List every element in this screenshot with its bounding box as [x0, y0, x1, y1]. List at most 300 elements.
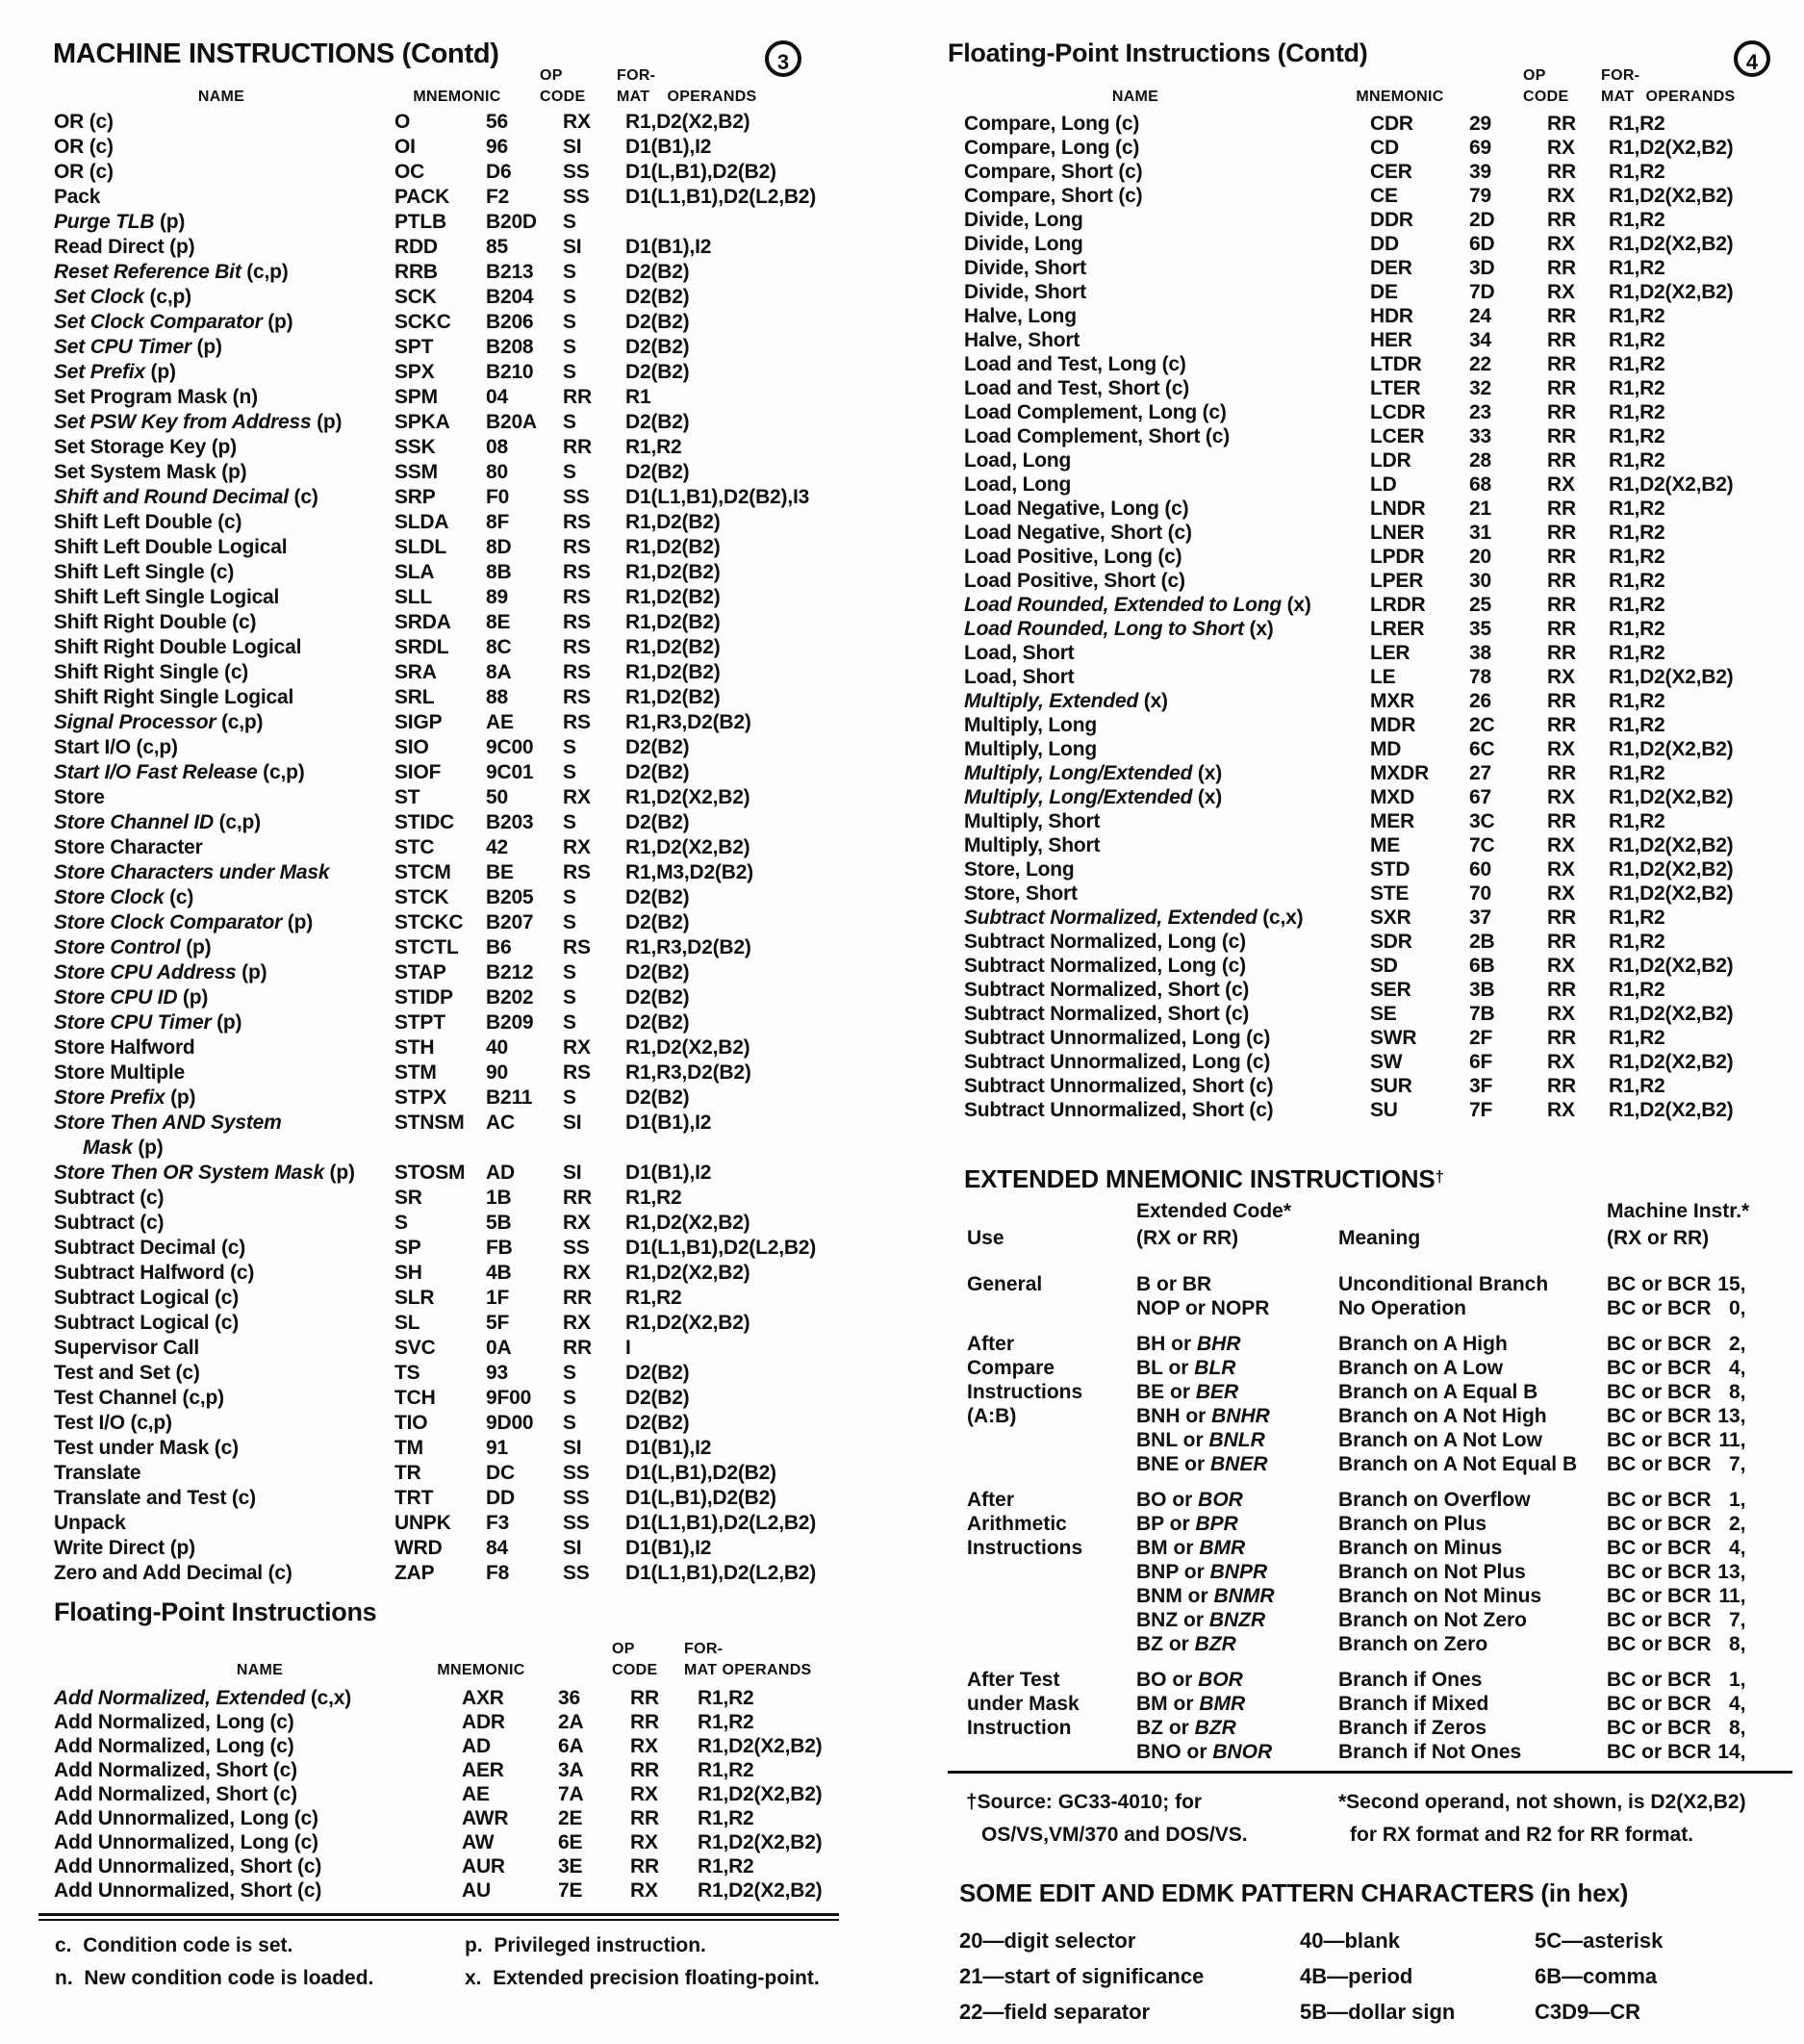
instruction-name: Multiply, Long	[964, 714, 1097, 736]
instruction-name: Halve, Long	[964, 305, 1077, 327]
instruction-row	[54, 1758, 837, 1782]
machine-instructions-table	[54, 110, 837, 1586]
instruction-format: SS	[563, 1462, 590, 1484]
instruction-mnemonic: HER	[1370, 329, 1412, 351]
instruction-format: S	[563, 261, 576, 283]
instruction-opcode: FB	[486, 1237, 513, 1259]
instruction-opcode: 5F	[486, 1312, 510, 1334]
instruction-format: RX	[1547, 137, 1575, 159]
instruction-row	[964, 785, 1778, 809]
ext-code: BM or BMR	[1136, 1693, 1246, 1715]
instruction-operands: R1,R2	[1609, 642, 1665, 664]
ext-meaning: Branch on A Low	[1338, 1357, 1504, 1379]
floating-point-contd-table	[964, 112, 1778, 1122]
instruction-name: Divide, Short	[964, 257, 1086, 279]
instruction-opcode: AE	[486, 711, 514, 733]
instruction-name: Subtract Halfword (c)	[54, 1262, 255, 1284]
instruction-opcode: B213	[486, 261, 534, 283]
instruction-row	[54, 735, 837, 760]
instruction-opcode: 60	[1469, 858, 1491, 881]
fp-col-header-mnemonic: MNEMONIC	[437, 1662, 525, 1678]
instruction-format: S	[563, 761, 576, 783]
instruction-mnemonic: WRD	[394, 1537, 443, 1559]
col-header-operands: OPERANDS	[667, 89, 757, 105]
instruction-row	[54, 1010, 837, 1035]
instruction-opcode: 8B	[486, 561, 512, 583]
instruction-name: Subtract (c)	[54, 1187, 165, 1209]
instruction-name: Shift Left Single (c)	[54, 561, 235, 583]
instruction-operands: D2(B2)	[625, 336, 690, 358]
instruction-format: RR	[630, 1855, 659, 1878]
instruction-row	[54, 610, 837, 635]
instruction-row	[54, 360, 837, 385]
ext-header-code-a: Extended Code*	[1136, 1200, 1292, 1222]
instruction-format: RS	[563, 536, 591, 558]
instruction-mnemonic: MDR	[1370, 714, 1416, 736]
footnote-p-text: Privileged instruction.	[494, 1934, 706, 1956]
instruction-row	[54, 460, 837, 485]
instruction-format: RR	[1547, 762, 1576, 784]
extended-mnemonic-row	[1136, 1296, 1794, 1320]
instruction-format: RX	[1547, 834, 1575, 856]
instruction-mnemonic: STM	[394, 1061, 437, 1084]
instruction-operands: D2(B2)	[625, 911, 690, 933]
instruction-mnemonic: SXR	[1370, 907, 1411, 929]
instruction-opcode: 2E	[558, 1807, 583, 1829]
instruction-name: Store Then AND System Mask (p)	[54, 1111, 282, 1159]
instruction-mnemonic: MXDR	[1370, 762, 1430, 784]
instruction-operands: R1,D2(X2,B2)	[1609, 738, 1734, 760]
instruction-name: Start I/O Fast Release (c,p)	[54, 761, 305, 783]
instruction-operands: D2(B2)	[625, 811, 690, 833]
instruction-name: Add Normalized, Long (c)	[54, 1711, 294, 1733]
instruction-operands: D1(L,B1),D2(B2)	[625, 161, 776, 183]
instruction-row	[54, 1111, 837, 1161]
edit-pattern-item: 22—field separator	[959, 2000, 1151, 2024]
instruction-name: Store Halfword	[54, 1036, 195, 1059]
instruction-row	[54, 910, 837, 935]
fp-col-header-name: NAME	[236, 1662, 284, 1678]
instruction-format: SS	[563, 1562, 590, 1584]
instruction-operands: D2(B2)	[625, 1011, 690, 1034]
instruction-mnemonic: UNPK	[394, 1512, 451, 1534]
page-number-badge-4: 4	[1734, 40, 1770, 77]
instruction-operands: R1,D2(B2)	[625, 561, 721, 583]
instruction-mnemonic: LNER	[1370, 522, 1425, 544]
ext-use-label: After Arithmetic Instructions	[967, 1489, 1083, 1559]
instruction-name: Start I/O (c,p)	[54, 736, 178, 758]
instruction-format: S	[563, 886, 576, 908]
instruction-format: RR	[1547, 907, 1576, 929]
extended-mnemonic-row	[1136, 1560, 1794, 1584]
instruction-row	[54, 135, 837, 160]
instruction-mnemonic: TS	[394, 1362, 420, 1384]
instruction-name: Load Positive, Long (c)	[964, 546, 1182, 568]
ext-use-label: General	[967, 1273, 1043, 1295]
instruction-name: Translate and Test (c)	[54, 1487, 256, 1509]
ext-machine-instr: BC or BCR 13,	[1607, 1561, 1746, 1583]
ext-machine-instr: BC or BCR 15,	[1607, 1273, 1746, 1295]
instruction-row	[54, 435, 837, 460]
instruction-format: S	[563, 411, 576, 433]
instruction-opcode: 28	[1469, 449, 1491, 472]
instruction-operands: R1,D2(X2,B2)	[1609, 858, 1734, 881]
instruction-format: RX	[630, 1783, 658, 1805]
instruction-format: RR	[563, 1187, 592, 1209]
instruction-format: RR	[1547, 979, 1576, 1001]
instruction-format: RS	[563, 686, 591, 708]
instruction-operands: R1,R3,D2(B2)	[625, 936, 751, 958]
instruction-name: Subtract Logical (c)	[54, 1287, 240, 1309]
instruction-mnemonic: STD	[1370, 858, 1410, 881]
instruction-row	[54, 985, 837, 1010]
instruction-operands: D2(B2)	[625, 311, 690, 333]
ext-code: BM or BMR	[1136, 1537, 1246, 1559]
instruction-opcode: 9F00	[486, 1387, 532, 1409]
ext-code: BL or BLR	[1136, 1357, 1236, 1379]
instruction-format: S	[563, 961, 576, 984]
instruction-operands: R1,D2(B2)	[625, 611, 721, 633]
instruction-format: RX	[1547, 1099, 1575, 1121]
instruction-row	[54, 1878, 837, 1903]
instruction-format: SI	[563, 1437, 582, 1459]
instruction-operands: R1,R2	[1609, 907, 1665, 929]
instruction-mnemonic: STCK	[394, 886, 449, 908]
instruction-format: RR	[1547, 161, 1576, 183]
instruction-name: Shift Left Single Logical	[54, 586, 280, 608]
instruction-opcode: BE	[486, 861, 514, 883]
ext-meaning: Branch on Not Zero	[1338, 1609, 1528, 1631]
instruction-opcode: 21	[1469, 498, 1491, 520]
instruction-operands: D1(L1,B1),D2(L2,B2)	[625, 1562, 817, 1584]
instruction-operands: D2(B2)	[625, 1362, 690, 1384]
instruction-opcode: DC	[486, 1462, 515, 1484]
instruction-name: Store Character	[54, 836, 203, 858]
instruction-opcode: 31	[1469, 522, 1491, 544]
instruction-row	[54, 285, 837, 310]
instruction-mnemonic: DDR	[1370, 209, 1413, 231]
instruction-row	[964, 448, 1778, 473]
instruction-mnemonic: LCER	[1370, 425, 1425, 447]
ext-use-label: After Test under Mask Instruction	[967, 1669, 1080, 1739]
instruction-opcode: 24	[1469, 305, 1491, 327]
page-number-badge-3: 3	[765, 40, 801, 77]
instruction-mnemonic: TCH	[394, 1387, 436, 1409]
instruction-operands: R1,D2(X2,B2)	[698, 1735, 823, 1757]
instruction-operands: R1,R2	[1609, 594, 1665, 616]
extended-mnemonic-row	[1136, 1668, 1794, 1692]
instruction-name: Set Program Mask (n)	[54, 386, 258, 408]
ext-code: BP or BPR	[1136, 1513, 1238, 1535]
instruction-name: Store Channel ID (c,p)	[54, 811, 261, 833]
instruction-mnemonic: SCKC	[394, 311, 451, 333]
instruction-mnemonic: SPKA	[394, 411, 450, 433]
instruction-opcode: 29	[1469, 113, 1491, 135]
instruction-name: Set Clock (c,p)	[54, 286, 191, 308]
instruction-row	[54, 1361, 837, 1386]
instruction-opcode: 2A	[558, 1711, 584, 1733]
instruction-mnemonic: OC	[394, 161, 425, 183]
instruction-name: Purge TLB (p)	[54, 211, 186, 233]
instruction-name: Load Negative, Short (c)	[964, 522, 1192, 544]
instruction-row	[964, 665, 1778, 689]
right-footnote-rule	[948, 1771, 1792, 1774]
instruction-format: S	[563, 811, 576, 833]
extended-mnemonic-group	[967, 1488, 1794, 1656]
instruction-format: SS	[563, 1512, 590, 1534]
ext-code: BO or BOR	[1136, 1489, 1243, 1511]
instruction-mnemonic: RRB	[394, 261, 438, 283]
ext-meaning: Branch on A Not Low	[1338, 1429, 1542, 1451]
footnote-c	[55, 1929, 292, 1962]
footnote-n	[55, 1962, 373, 1995]
instruction-name: Subtract Normalized, Long (c)	[964, 955, 1246, 977]
instruction-format: RR	[563, 386, 592, 408]
instruction-format: SS	[563, 186, 590, 208]
instruction-format: S	[563, 361, 576, 383]
instruction-operands: R1,R2	[1609, 1027, 1665, 1049]
instruction-name: Shift Left Double Logical	[54, 536, 288, 558]
instruction-name: Set Clock Comparator (p)	[54, 311, 293, 333]
instruction-mnemonic: SSM	[394, 461, 438, 483]
instruction-mnemonic: STPT	[394, 1011, 445, 1034]
instruction-row	[964, 184, 1778, 208]
instruction-opcode: 80	[486, 461, 508, 483]
ext-code: BZ or BZR	[1136, 1633, 1236, 1655]
instruction-name: Subtract Unnormalized, Long (c)	[964, 1051, 1271, 1073]
instruction-row	[54, 810, 837, 835]
instruction-name: Multiply, Long/Extended (x)	[964, 762, 1222, 784]
instruction-mnemonic: SRL	[394, 686, 435, 708]
r-col-header-op: OP	[1523, 67, 1546, 84]
instruction-mnemonic: DD	[1370, 233, 1399, 255]
instruction-row	[54, 1854, 837, 1878]
instruction-row	[54, 1236, 837, 1261]
instruction-opcode: 36	[558, 1687, 580, 1709]
instruction-row	[964, 424, 1778, 448]
footnote-source	[966, 1786, 1248, 1852]
ext-meaning: No Operation	[1338, 1297, 1467, 1319]
instruction-operands: D1(B1),I2	[625, 1537, 712, 1559]
instruction-format: RR	[1547, 522, 1576, 544]
footnote-n-key: n.	[55, 1967, 73, 1989]
instruction-row	[54, 1211, 837, 1236]
instruction-operands: D1(B1),I2	[625, 1437, 712, 1459]
instruction-mnemonic: LCDR	[1370, 401, 1426, 423]
instruction-format: RX	[563, 111, 591, 133]
instruction-opcode: 69	[1469, 137, 1491, 159]
instruction-format: RX	[1547, 858, 1575, 881]
instruction-format: RR	[1547, 305, 1576, 327]
instruction-row	[964, 569, 1778, 593]
ext-meaning: Branch if Not Ones	[1338, 1741, 1522, 1763]
instruction-mnemonic: STCTL	[394, 936, 459, 958]
instruction-operands: D1(B1),I2	[625, 1162, 712, 1184]
instruction-opcode: 26	[1469, 690, 1491, 712]
instruction-format: RS	[563, 561, 591, 583]
ext-meaning: Branch on Overflow	[1338, 1489, 1531, 1511]
extended-mnemonics-table	[967, 1272, 1794, 1764]
instruction-opcode: 6F	[1469, 1051, 1493, 1073]
instruction-name: Store	[54, 786, 105, 808]
instruction-row	[964, 593, 1778, 617]
ext-machine-instr: BC or BCR 8,	[1607, 1717, 1746, 1739]
instruction-format: SI	[563, 1537, 582, 1559]
instruction-opcode: 67	[1469, 786, 1491, 808]
instruction-name: Add Unnormalized, Long (c)	[54, 1831, 318, 1853]
instruction-mnemonic: SRA	[394, 661, 437, 683]
instruction-opcode: 3E	[558, 1855, 583, 1878]
instruction-operands: D2(B2)	[625, 986, 690, 1009]
ext-machine-instr: BC or BCR 1,	[1607, 1489, 1746, 1511]
extended-mnemonic-group	[967, 1668, 1794, 1764]
instruction-format: RS	[563, 611, 591, 633]
instruction-operands: R1,D2(X2,B2)	[625, 1212, 750, 1234]
instruction-operands: D2(B2)	[625, 961, 690, 984]
ext-code: BNO or BNOR	[1136, 1741, 1273, 1763]
instruction-format: RR	[1547, 209, 1576, 231]
col-header-mat: MAT	[617, 89, 650, 105]
instruction-mnemonic: LTER	[1370, 377, 1421, 399]
ext-rows	[1136, 1272, 1794, 1320]
instruction-row	[964, 376, 1778, 400]
instruction-row	[54, 310, 837, 335]
instruction-opcode: F0	[486, 486, 510, 508]
ext-machine-instr: BC or BCR 4,	[1607, 1357, 1746, 1379]
footnote-operand-line1: *Second operand, not shown, is D2(X2,B2)	[1338, 1791, 1746, 1813]
instruction-row	[964, 304, 1778, 328]
instruction-name: Test I/O (c,p)	[54, 1412, 172, 1434]
instruction-mnemonic: SDR	[1370, 931, 1412, 953]
instruction-mnemonic: AXR	[462, 1687, 504, 1709]
instruction-mnemonic: SE	[1370, 1003, 1397, 1025]
ext-code: BNH or BNHR	[1136, 1405, 1270, 1427]
instruction-name: Load and Test, Long (c)	[964, 353, 1186, 375]
instruction-name: Load and Test, Short (c)	[964, 377, 1189, 399]
instruction-operands: R1,D2(X2,B2)	[1609, 666, 1734, 688]
instruction-opcode: 89	[486, 586, 508, 608]
instruction-opcode: B211	[486, 1086, 533, 1109]
instruction-operands	[625, 210, 837, 235]
instruction-format: S	[563, 461, 576, 483]
instruction-operands: R1,R2	[625, 436, 682, 458]
instruction-row	[54, 1060, 837, 1086]
instruction-operands: R1,R2	[1609, 209, 1665, 231]
instruction-format: S	[563, 986, 576, 1009]
instruction-format: RX	[630, 1879, 658, 1902]
fp-col-header-for: FOR-	[684, 1641, 724, 1657]
footnote-c-key: c.	[55, 1934, 72, 1956]
instruction-operands: R1,D2(X2,B2)	[1609, 1099, 1734, 1121]
ext-meaning: Branch if Mixed	[1338, 1693, 1489, 1715]
ext-header-machine-b: (RX or RR)	[1607, 1227, 1710, 1249]
col-header-for: FOR-	[617, 67, 656, 84]
instruction-operands: R1,R2	[1609, 762, 1665, 784]
instruction-format: RX	[1547, 185, 1575, 207]
ext-code: B or BR	[1136, 1273, 1212, 1295]
instruction-row	[964, 521, 1778, 545]
instruction-name: Load Positive, Short (c)	[964, 570, 1185, 592]
instruction-opcode: 6C	[1469, 738, 1495, 760]
instruction-row	[964, 737, 1778, 761]
instruction-row	[54, 1686, 837, 1710]
instruction-row	[964, 1002, 1778, 1026]
instruction-operands: D1(L,B1),D2(B2)	[625, 1487, 776, 1509]
instruction-name: Subtract Normalized, Long (c)	[964, 931, 1246, 953]
instruction-name: Multiply, Long	[964, 738, 1097, 760]
col-header-name: NAME	[197, 89, 245, 105]
instruction-row	[54, 685, 837, 710]
instruction-row	[54, 1830, 837, 1854]
instruction-format: S	[563, 911, 576, 933]
instruction-operands: R1,R2	[1609, 810, 1665, 832]
instruction-mnemonic: AW	[462, 1831, 495, 1853]
instruction-operands: D2(B2)	[625, 886, 690, 908]
ext-meaning: Branch on A High	[1338, 1333, 1508, 1355]
instruction-format: RR	[1547, 449, 1576, 472]
instruction-opcode: 93	[486, 1362, 508, 1384]
instruction-name: Add Normalized, Short (c)	[54, 1759, 297, 1781]
instruction-opcode: 23	[1469, 401, 1491, 423]
instruction-opcode: 40	[486, 1036, 508, 1059]
instruction-mnemonic: SLL	[394, 586, 433, 608]
instruction-opcode: 2D	[1469, 209, 1495, 231]
ext-machine-instr: BC or BCR 7,	[1607, 1609, 1746, 1631]
instruction-opcode: 78	[1469, 666, 1491, 688]
ext-code: BH or BHR	[1136, 1333, 1241, 1355]
instruction-mnemonic: SH	[394, 1262, 422, 1284]
instruction-row	[54, 1710, 837, 1734]
instruction-name: Store Clock (c)	[54, 886, 194, 908]
r-col-header-mat: MAT	[1601, 89, 1635, 105]
ext-rows	[1136, 1488, 1794, 1656]
instruction-opcode: 22	[1469, 353, 1491, 375]
ext-code: BNE or BNER	[1136, 1453, 1268, 1475]
extended-mnemonic-row	[1136, 1488, 1794, 1512]
instruction-operands: R1,R3,D2(B2)	[625, 711, 751, 733]
instruction-operands: D1(B1),I2	[625, 1111, 712, 1134]
extended-mnemonic-row	[1136, 1632, 1794, 1656]
instruction-format: RS	[563, 511, 591, 533]
instruction-name: Unpack	[54, 1512, 126, 1534]
instruction-row	[54, 835, 837, 860]
instruction-operands: R1,R2	[698, 1759, 754, 1781]
ext-meaning: Branch on A Not Equal B	[1338, 1453, 1578, 1475]
instruction-opcode: B209	[486, 1011, 534, 1034]
fp-col-header-operands: OPERANDS	[722, 1662, 812, 1678]
instruction-operands: R1,D2(X2,B2)	[1609, 473, 1734, 496]
instruction-mnemonic: DER	[1370, 257, 1412, 279]
instruction-format: RS	[563, 586, 591, 608]
instruction-opcode: 88	[486, 686, 508, 708]
ext-code: BNP or BNPR	[1136, 1561, 1268, 1583]
instruction-row	[54, 1035, 837, 1060]
ext-machine-instr: BC or BCR 11,	[1607, 1429, 1746, 1451]
instruction-operands: R1,D2(B2)	[625, 536, 721, 558]
instruction-mnemonic: SL	[394, 1312, 420, 1334]
instruction-operands: R1,R3,D2(B2)	[625, 1061, 751, 1084]
instruction-format: RX	[1547, 786, 1575, 808]
instruction-operands: R1,M3,D2(B2)	[625, 861, 753, 883]
extended-mnemonic-row	[1136, 1428, 1794, 1452]
instruction-row	[964, 256, 1778, 280]
instruction-name: Shift Right Double (c)	[54, 611, 257, 633]
instruction-name: Add Unnormalized, Long (c)	[54, 1807, 318, 1829]
instruction-mnemonic: SLA	[394, 561, 435, 583]
instruction-row	[54, 1161, 837, 1186]
instruction-operands: R1,R2	[1609, 161, 1665, 183]
instruction-row	[54, 410, 837, 435]
